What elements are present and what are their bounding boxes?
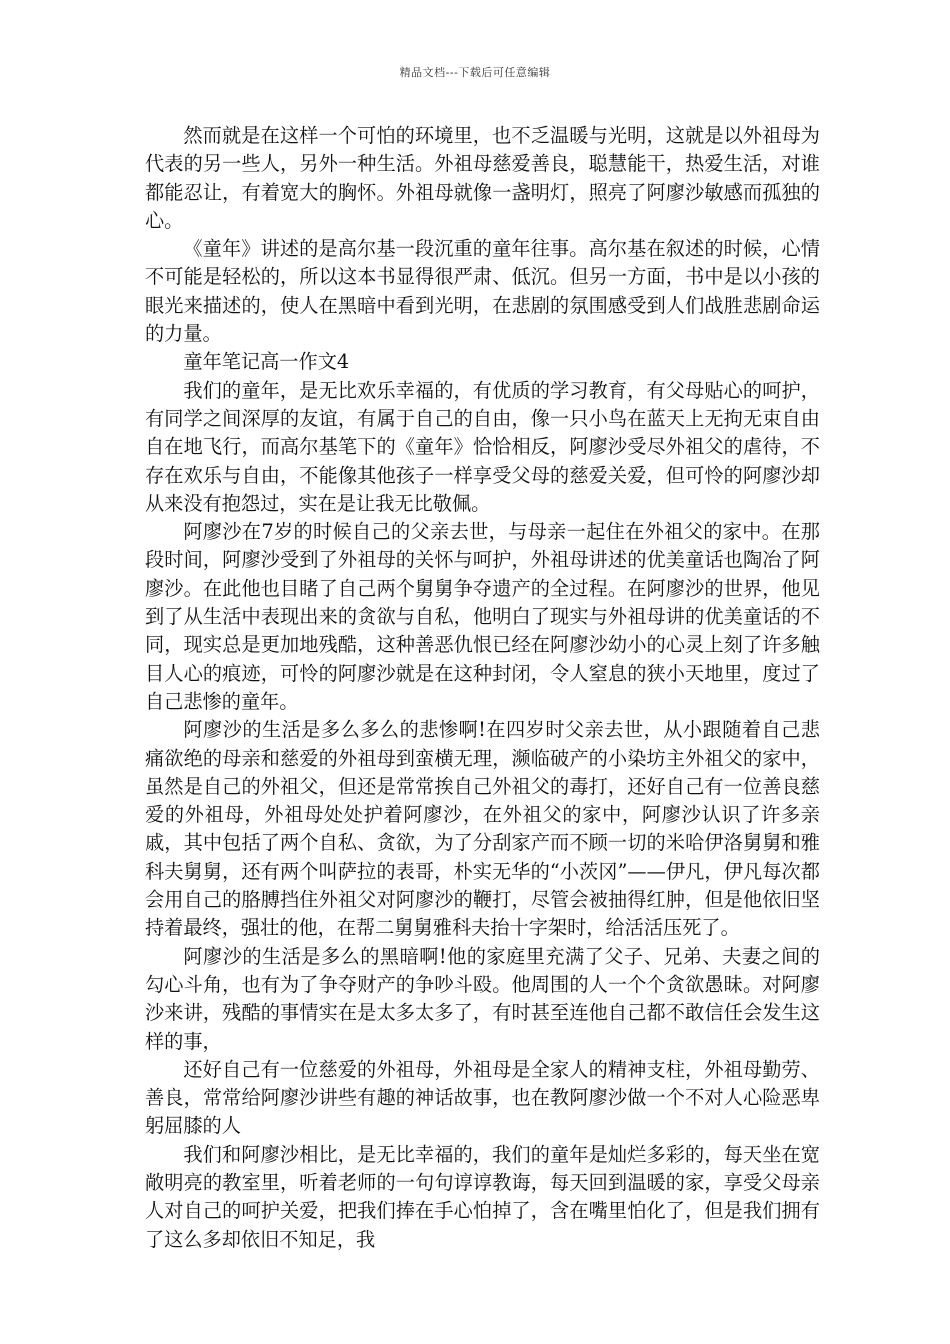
document-body: [145, 122, 820, 1254]
paragraph-3: 我们的童年，是无比欢乐幸福的，有优质的学习教育，有父母贴心的呵护，有同学之间深厚的友谊，有属于自己的自由，像一只小鸟在蓝天上无拘无束自由自在地飞行，而高尔基笔下的《童年》恰恰相反，阿廖沙受尽外祖父的虐待，不存在欢乐与自由，不能像其他孩子一样享受父母的慈爱关爱，但可怜的阿廖沙却从来没有抱怨过，实在是让我无比敬佩。: [145, 378, 820, 515]
paragraph-6: 阿廖沙的生活是多么的黑暗啊!他的家庭里充满了父子、兄弟、夫妻之间的勾心斗角，也有为了争夺财产的争吵斗殴。他周围的人一个个贪欲愚昧。对阿廖沙来讲，残酷的事情实在是太多太多了，有时甚至连他自己都不敢信任会发生这样的事，: [145, 944, 820, 1053]
essay-heading: 童年笔记高一作文4: [183, 350, 350, 374]
paragraph-8: 我们和阿廖沙相比，是无比幸福的，我们的童年是灿烂多彩的，每天坐在宽敞明亮的教室里，听着老师的一句句谆谆教诲，每天回到温暖的家，享受父母亲人对自己的呵护关爱，把我们捧在手心怕掉了，含在嘴里怕化了，但是我们拥有了这么多却依旧不知足，我: [145, 1142, 820, 1251]
paragraph-4: 阿廖沙在7岁的时候自己的父亲去世，与母亲一起住在外祖父的家中。在那段时间，阿廖沙受到了外祖母的关怀与呵护，外祖母讲述的优美童话也陶冶了阿廖沙。在此他也目睹了自己两个舅舅争夺遗产的全过程。在阿廖沙的世界，他见到了从生活中表现出来的贪欲与自私，他明白了现实与外祖母讲的优美童话的不同，现实总是更加地残酷，这种善恶仇恨已经在阿廖沙幼小的心灵上刻了许多触目人心的痕迹，可怜的阿廖沙就是在这种封闭，令人窒息的狭小天地里，度过了自己悲惨的童年。: [145, 520, 820, 713]
paragraph-5: 阿廖沙的生活是多么多么的悲惨啊!在四岁时父亲去世，从小跟随着自己悲痛欲绝的母亲和慈爱的外祖母到蛮横无理，濒临破产的小染坊主外祖父的家中，虽然是自己的外祖父，但还是常常挨自己外祖父的毒打，还好自己有一位善良慈爱的外祖母，外祖母处处护着阿廖沙，在外祖父的家中，阿廖沙认识了许多亲戚，其中包括了两个自私、贪欲，为了分刮家产而不顾一切的米哈伊洛舅舅和雅科夫舅舅，还有两个叫萨拉的表哥，朴实无华的“小茨冈”——伊凡，伊凡每次都会用自己的胳膊挡住外祖父对阿廖沙的鞭打，尽管会被抽得红肿，但是他依旧坚持着最终，强壮的他，在帮二舅舅雅科夫抬十字架时，给活活压死了。: [145, 718, 820, 940]
paragraph-7: 还好自己有一位慈爱的外祖母，外祖母是全家人的精神支柱，外祖母勤劳、善良，常常给阿廖沙讲些有趣的神话故事，也在教阿廖沙做一个不对人心险恶卑躬屈膝的人: [145, 1057, 820, 1138]
paragraph-1: 然而就是在这样一个可怕的环境里，也不乏温暖与光明，这就是以外祖母为代表的另一些人，另外一种生活。外祖母慈爱善良，聪慧能干，热爱生活，对谁都能忍让，有着宽大的胸怀。外祖母就像一盏明灯，照亮了阿廖沙敏感而孤独的心。: [145, 124, 820, 232]
page-header: 精品文档---下载后可任意编辑: [399, 66, 551, 79]
paragraph-2: 《童年》讲述的是高尔基一段沉重的童年往事。高尔基在叙述的时候，心情不可能是轻松的，所以这本书显得很严肃、低沉。但另一方面，书中是以小孩的眼光来描述的，使人在黑暗中看到光明，在悲剧的氛围感受到人们战胜悲剧命运的力量。: [145, 237, 820, 346]
